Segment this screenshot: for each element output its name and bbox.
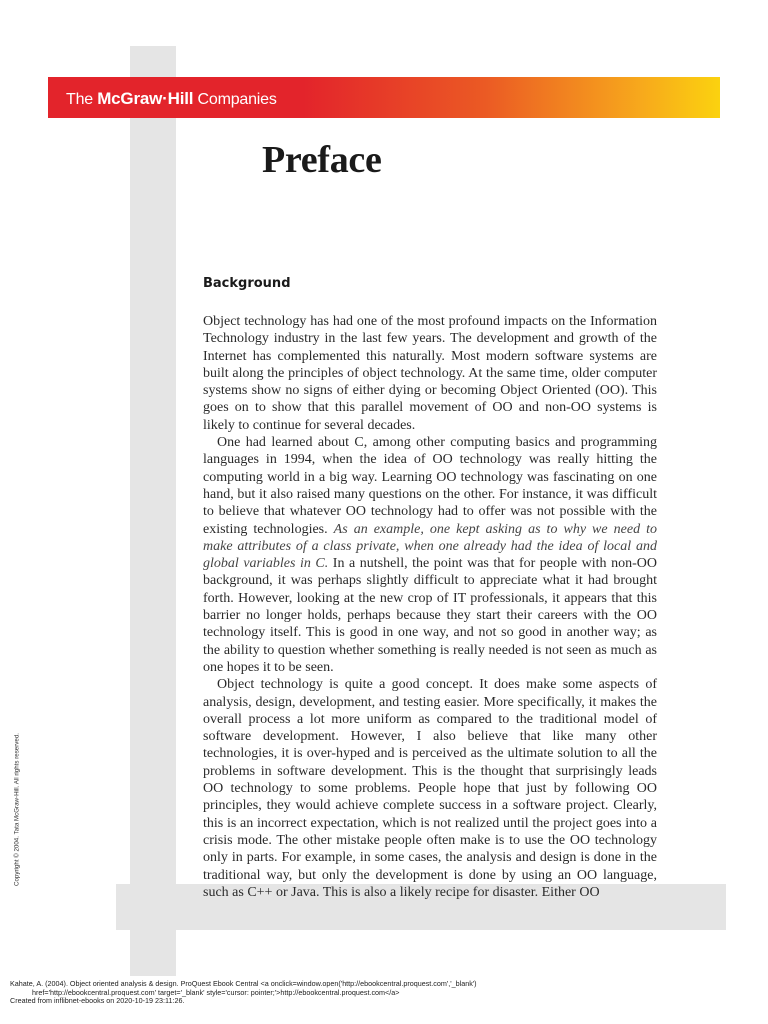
- citation-footer: [10, 980, 477, 1006]
- italic-example: As an example, one kept asking as to why we need to make attributes of a class private, when one already had the idea of local and global variables in C.: [203, 521, 657, 572]
- copyright-notice: Copyright © 2004. Tata McGraw-Hill. All rights reserved.: [13, 733, 21, 886]
- paragraph-2: One had learned about C, among other computing basics and programming languages in 1994, when the idea of OO technology was really hitting the computing world in a big way. Learning OO technology was fascinating on one hand, but it also raised many questions on the other. For instance, it was difficult to believe that whatever OO technology had to offer was not possible with the existing technologies. As an example, one kept asking as to why we need to make attributes of a class private, when one already had the idea of local and global variables in C. In a nutshell, the point was that for people with non-OO background, it was perhaps slightly difficult to appreciate what it had brought forth. However, looking at the new crop of IT professionals, it appears that this barrier no longer holds, perhaps because they start their careers with the OO technology itself. This is good in one way, and not so good in another way; as the ability to question whether something is really needed is not seen as much as one hopes it to be seen.: [203, 435, 657, 675]
- paragraph-1: Object technology has had one of the most profound impacts on the Information Technology industry in the last few years. The development and growth of the Internet has complemented this naturally. Most modern software systems are built along the principles of object technology. At the same time, older computer systems show no signs of either dying or becoming Object Oriented (OO). This goes on to show that this parallel movement of OO and non-OO systems is likely to continue for several decades.: [203, 314, 657, 433]
- citation-line-1: Kahate, A. (2004). Object oriented analysis & design. ProQuest Ebook Central <a onclick=window.open('http://ebookcentral.proquest.com','_blank'): [10, 979, 477, 988]
- section-heading: Background: [203, 276, 291, 291]
- created-timestamp: Created from inflibnet-ebooks on 2020-10-19 23:11:26.: [10, 996, 185, 1006]
- body-text: [203, 313, 657, 901]
- paragraph-3: Object technology is quite a good concept. It does make some aspects of analysis, design, development, and testing easier. More specifically, it makes the overall process a lot more uniform as compared to the traditional model of software development. However, I also believe that like many other technologies, it is over-hyped and is perceived as the ultimate solution to all the problems in software development. This is the thought that surprisingly leads OO technology to some problems. People hope that just by following OO principles, they would achieve complete success in a software project. Clearly, this is an incorrect expectation, which is not realized until the project goes into a crisis mode. The other mistake people often make is to use the OO technology only in parts. For example, in some cases, the analysis and design is done in the traditional way, but only the development is done by using an OO language, such as C++ or Java. This is also a likely recipe for disaster. Either OO: [203, 677, 657, 900]
- page-shadow-vertical: [130, 46, 176, 976]
- citation-line-2: href='http://ebookcentral.proquest.com' target='_blank' style='cursor: pointer;'>http://ebookcentral.proquest.com</a>: [32, 987, 400, 997]
- publisher-logo: The McGraw·Hill Companies: [66, 89, 277, 108]
- page-title: Preface: [262, 139, 382, 181]
